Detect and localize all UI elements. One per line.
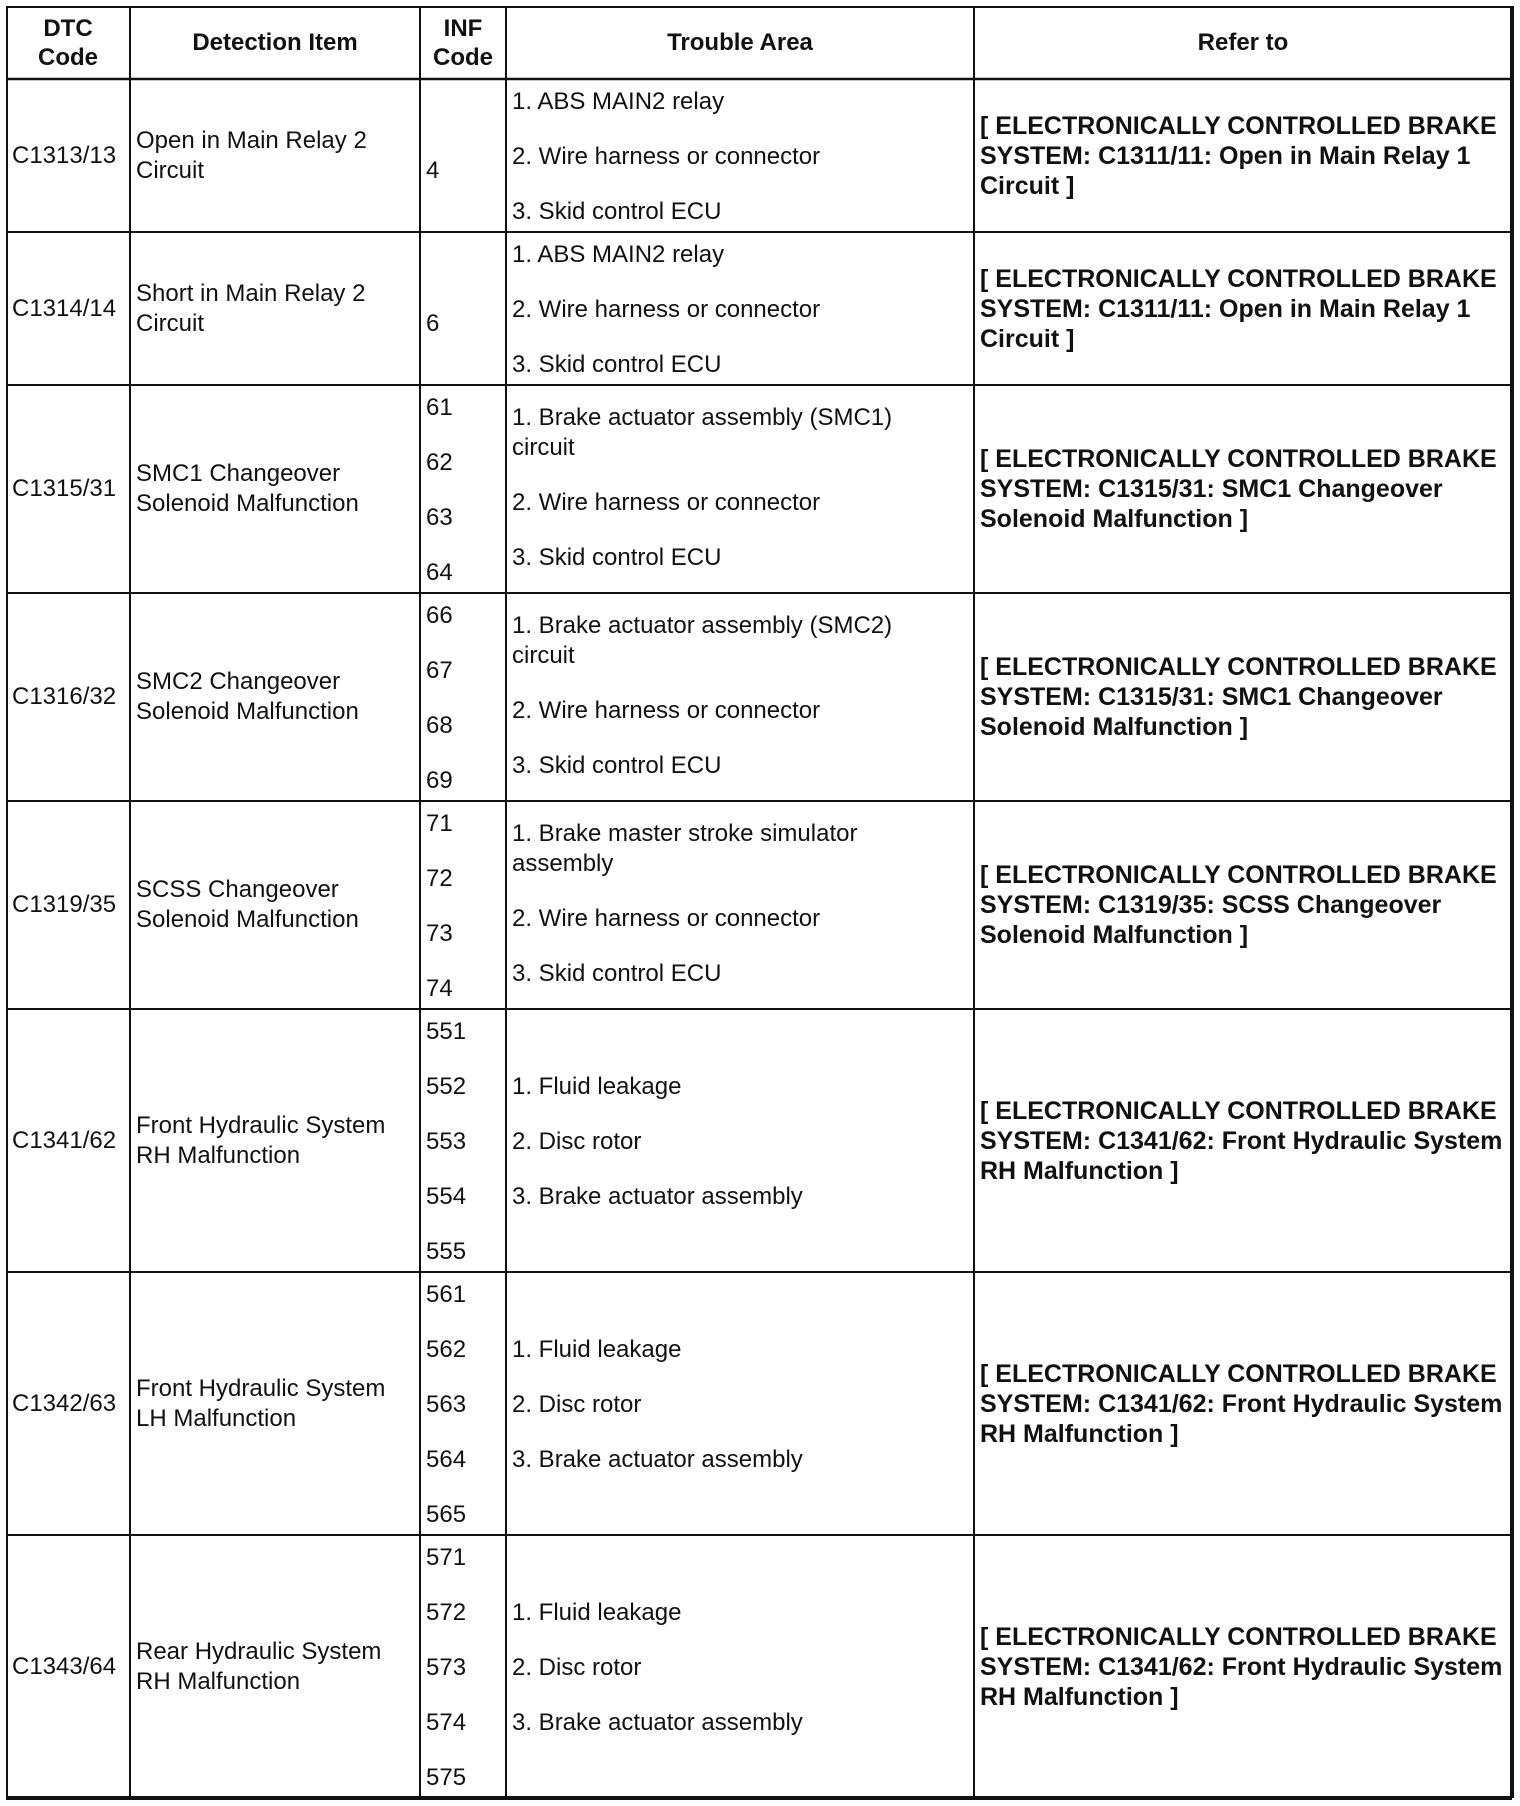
inf-code-value: 565 <box>426 1501 467 1528</box>
detection-item-cell: Rear Hydraulic System RH Malfunction <box>136 1637 382 1695</box>
dtc-code-cell: C1315/31 <box>12 475 117 502</box>
trouble-area-item: 1. Brake actuator assembly (SMC2) circuit <box>512 612 893 669</box>
inf-code-value: 552 <box>426 1073 467 1100</box>
refer-to-link[interactable]: [ ELECTRONICALLY CONTROLLED BRAKE SYSTEM: C1341/62: Front Hydraulic System RH Malfunction ] <box>980 1359 1503 1448</box>
inf-code-value: 66 <box>426 602 453 629</box>
inf-code-value: 572 <box>426 1599 467 1626</box>
refer-to-link[interactable]: [ ELECTRONICALLY CONTROLLED BRAKE SYSTEM: C1311/11: Open in Main Relay 1 Circuit ] <box>980 111 1497 200</box>
inf-code-value: 563 <box>426 1391 467 1418</box>
inf-code-value: 555 <box>426 1238 467 1265</box>
inf-code-value: 72 <box>426 865 453 892</box>
trouble-area-item: 1. ABS MAIN2 relay <box>512 88 725 115</box>
dtc-code-cell: C1313/13 <box>12 141 117 169</box>
detection-item-cell: Front Hydraulic System RH Malfunction <box>136 1111 386 1169</box>
inf-code-value: 61 <box>426 394 453 421</box>
trouble-area-item: 2. Wire harness or connector <box>512 905 821 932</box>
trouble-area-item: 2. Wire harness or connector <box>512 697 821 724</box>
inf-code-value: 6 <box>426 310 440 337</box>
trouble-area-item: 2. Wire harness or connector <box>512 489 821 516</box>
trouble-area-item: 1. ABS MAIN2 relay <box>512 241 725 268</box>
inf-code-value: 68 <box>426 712 453 739</box>
trouble-area-item: 3. Skid control ECU <box>512 752 722 779</box>
trouble-area-item: 1. Brake actuator assembly (SMC1) circuit <box>512 404 893 461</box>
trouble-area-item: 3. Brake actuator assembly <box>512 1446 803 1473</box>
detection-item-cell: SCSS Changeover Solenoid Malfunction <box>136 876 359 933</box>
refer-to-link[interactable]: [ ELECTRONICALLY CONTROLLED BRAKE SYSTEM: C1311/11: Open in Main Relay 1 Circuit ] <box>980 264 1497 353</box>
inf-code-value: 63 <box>426 504 453 531</box>
dtc-code-cell: C1314/14 <box>12 294 117 322</box>
inf-code-value: 4 <box>426 157 440 184</box>
inf-code-value: 573 <box>426 1654 467 1681</box>
inf-code-value: 69 <box>426 767 453 794</box>
inf-code-value: 574 <box>426 1709 467 1736</box>
detection-item-cell: Open in Main Relay 2 Circuit <box>136 126 367 184</box>
trouble-area-item: 2. Wire harness or connector <box>512 143 821 170</box>
refer-to-link[interactable]: [ ELECTRONICALLY CONTROLLED BRAKE SYSTEM: C1315/31: SMC1 Changeover Solenoid Malfunction ] <box>980 653 1497 741</box>
detection-item-cell: SMC2 Changeover Solenoid Malfunction <box>136 668 359 725</box>
refer-to-link[interactable]: [ ELECTRONICALLY CONTROLLED BRAKE SYSTEM: C1315/31: SMC1 Changeover Solenoid Malfunction ] <box>980 445 1497 533</box>
inf-code-value: 562 <box>426 1336 467 1363</box>
inf-code-value: 74 <box>426 975 453 1002</box>
inf-code-value: 551 <box>426 1018 467 1045</box>
inf-code-value: 62 <box>426 449 453 476</box>
dtc-code-cell: C1342/63 <box>12 1389 117 1417</box>
header-dtc-code: DTC Code <box>38 14 98 71</box>
trouble-area-item: 1. Fluid leakage <box>512 1073 682 1100</box>
header-detection-item: Detection Item <box>192 29 358 56</box>
dtc-code-cell: C1343/64 <box>12 1652 117 1680</box>
inf-code-value: 553 <box>426 1128 467 1155</box>
header-refer-to: Refer to <box>1197 29 1289 56</box>
dtc-code-cell: C1341/62 <box>12 1126 117 1154</box>
detection-item-cell: SMC1 Changeover Solenoid Malfunction <box>136 460 359 517</box>
inf-code-value: 64 <box>426 559 453 586</box>
trouble-area-item: 1. Brake master stroke simulator assembly <box>512 820 858 877</box>
header-inf-code: INF Code <box>433 14 493 71</box>
trouble-area-item: 3. Skid control ECU <box>512 198 722 225</box>
trouble-area-item: 2. Wire harness or connector <box>512 296 821 323</box>
inf-code-value: 564 <box>426 1446 467 1473</box>
inf-code-value: 554 <box>426 1183 467 1210</box>
inf-code-value: 575 <box>426 1764 467 1791</box>
detection-item-cell: Short in Main Relay 2 Circuit <box>136 279 366 337</box>
header-trouble-area: Trouble Area <box>667 29 813 56</box>
refer-to-link[interactable]: [ ELECTRONICALLY CONTROLLED BRAKE SYSTEM: C1341/62: Front Hydraulic System RH Malfunction ] <box>980 1096 1503 1185</box>
trouble-area-item: 1. Fluid leakage <box>512 1599 682 1626</box>
trouble-area-item: 3. Brake actuator assembly <box>512 1709 803 1736</box>
trouble-area-item: 3. Brake actuator assembly <box>512 1183 803 1210</box>
inf-code-value: 561 <box>426 1281 467 1308</box>
trouble-area-item: 3. Skid control ECU <box>512 351 722 378</box>
dtc-table <box>6 6 1512 1800</box>
dtc-code-cell: C1319/35 <box>12 891 117 918</box>
trouble-area-item: 2. Disc rotor <box>512 1654 642 1681</box>
trouble-area-item: 3. Skid control ECU <box>512 544 722 571</box>
inf-code-value: 71 <box>426 810 453 837</box>
trouble-area-item: 2. Disc rotor <box>512 1128 642 1155</box>
detection-item-cell: Front Hydraulic System LH Malfunction <box>136 1374 386 1432</box>
trouble-area-item: 1. Fluid leakage <box>512 1336 682 1363</box>
trouble-area-item: 3. Skid control ECU <box>512 960 722 987</box>
refer-to-link[interactable]: [ ELECTRONICALLY CONTROLLED BRAKE SYSTEM: C1319/35: SCSS Changeover Solenoid Malfunction ] <box>980 861 1497 949</box>
inf-code-value: 67 <box>426 657 453 684</box>
dtc-code-cell: C1316/32 <box>12 683 117 710</box>
trouble-area-item: 2. Disc rotor <box>512 1391 642 1418</box>
refer-to-link[interactable]: [ ELECTRONICALLY CONTROLLED BRAKE SYSTEM: C1341/62: Front Hydraulic System RH Malfunction ] <box>980 1622 1503 1711</box>
inf-code-value: 73 <box>426 920 453 947</box>
inf-code-value: 571 <box>426 1544 467 1571</box>
